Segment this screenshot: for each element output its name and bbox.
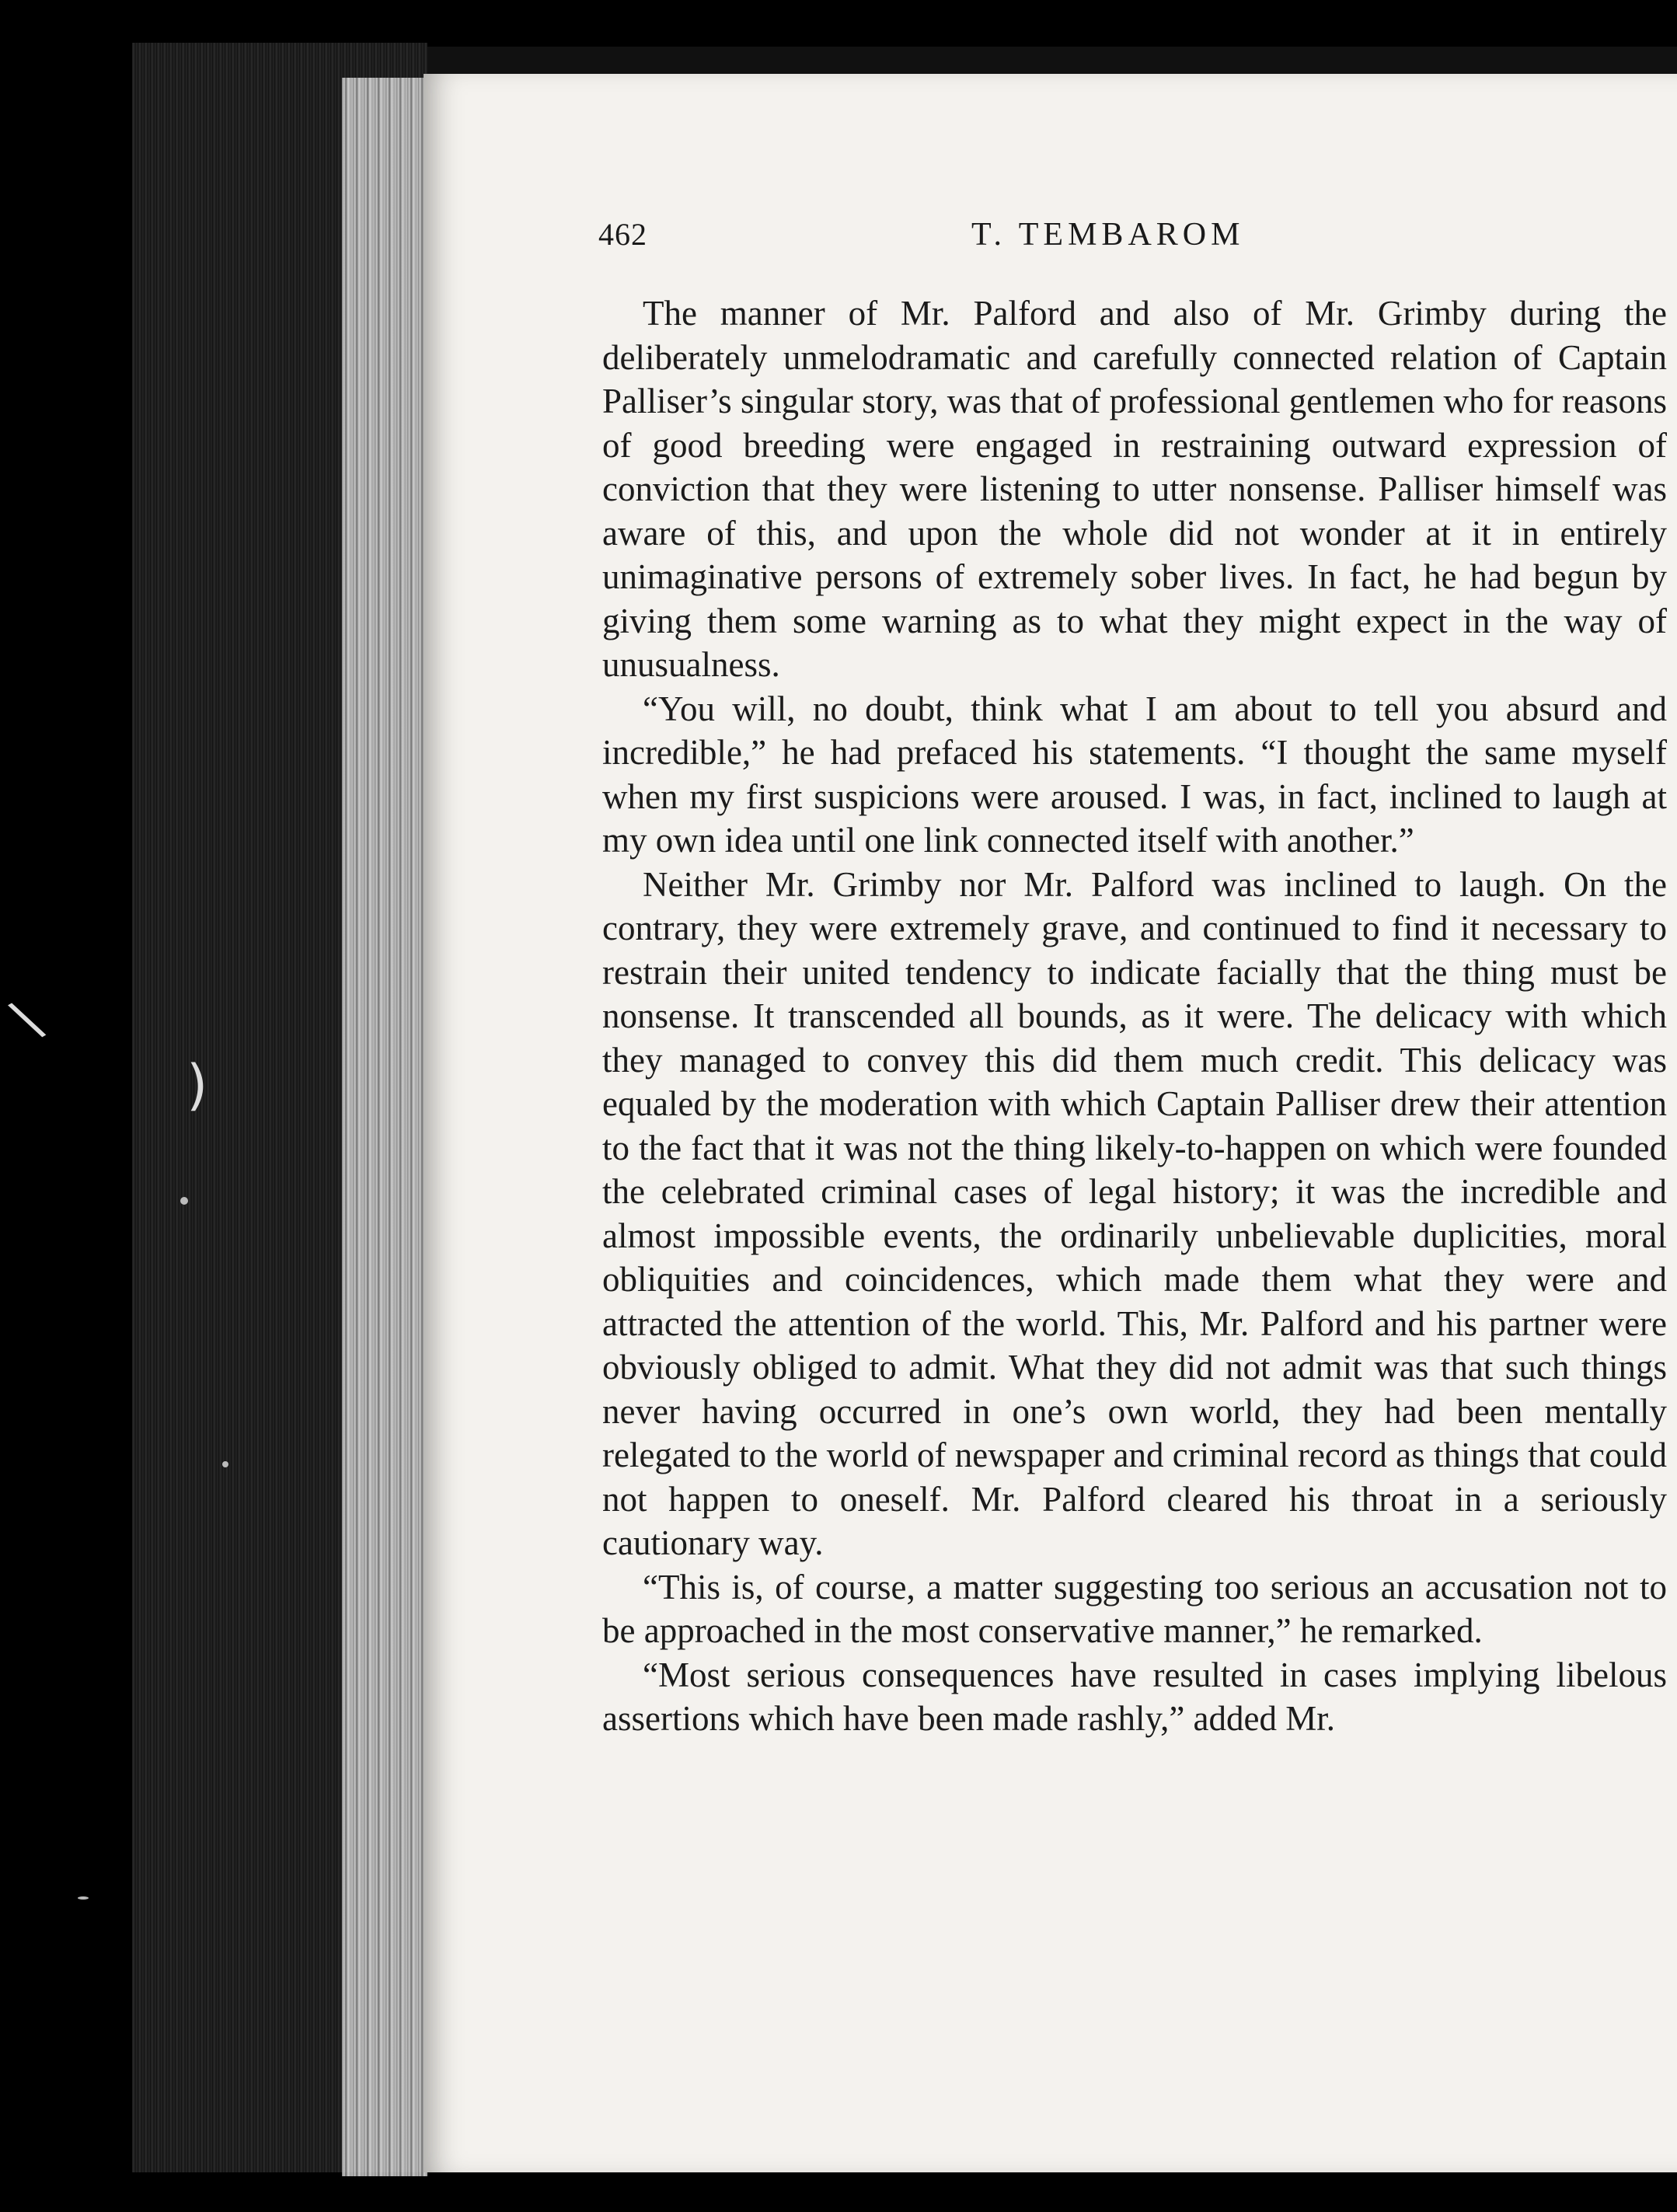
paragraph: The manner of Mr. Palford and also of Mr. Grimby during the deliberately unmelodramatic and carefully connected relation of Captain Palliser’s singular story, was that of professional gentlemen who for reasons of good breeding were engaged in restraining outward expression of conviction that they were listening to utter nonsense. Palliser himself was aware of this, and upon the whole did not wonder at it in entirely unimaginative persons of extremely sober lives. In fact, he had begun by giving them some warning as to what they might expect in the way of unusualness. (602, 294, 1667, 684)
body-text (602, 291, 1667, 1741)
paragraph: “You will, no doubt, think what I am about to tell you absurd and incredible,” he had prefaced his statements. “I thought the same myself when my first suspicions were aroused. I was, in fact, inclined to laugh at my own idea until one link connected itself with another.” (602, 689, 1667, 860)
book-page-edges-highlight (342, 78, 427, 2176)
paragraph: “This is, of course, a matter suggesting too serious an accusation not to be approached in the most conservative manner,” he remarked. (602, 1567, 1667, 1650)
running-title: T. TEMBAROM (971, 217, 1245, 253)
paragraph: Neither Mr. Grimby nor Mr. Palford was inclined to laugh. On the contrary, they were extremely grave, and continued to find it necessary to restrain their united tendency to indicate facially that the thing must be nonsense. It transcended all bounds, as it were. The delicacy with which they managed to convey this did them much credit. This delicacy was equaled by the moderation with which Captain Palliser drew their attention to the fact that it was not the thing likely-to-happen on which were founded the celebrated criminal cases of legal history; it was the incredible and almost impossible events, the ordinarily unbelievable duplicities, moral obliquities and coincidences, which made them what they were and attracted the attention of the world. This, Mr. Palford and his partner were obviously obliged to admit. What they did not admit was that such things never having occurred in one’s own world, they had been mentally relegated to the world of newspaper and criminal record as things that could not happen to oneself. Mr. Palford cleared his throat in a seriously cautionary way. (602, 864, 1667, 1562)
film-scratch-mark: \ (2, 986, 51, 1052)
paragraph: “Most serious consequences have resulted in cases implying libelous assertions which have been made rashly,” added Mr. (602, 1655, 1667, 1738)
film-dust-speck (222, 1461, 228, 1467)
film-dust-speck (180, 1197, 188, 1205)
page-number: 462 (598, 217, 647, 252)
film-dust-speck (78, 1896, 89, 1900)
film-scratch-mark: ) (187, 1053, 208, 1117)
page-header (598, 216, 1663, 263)
